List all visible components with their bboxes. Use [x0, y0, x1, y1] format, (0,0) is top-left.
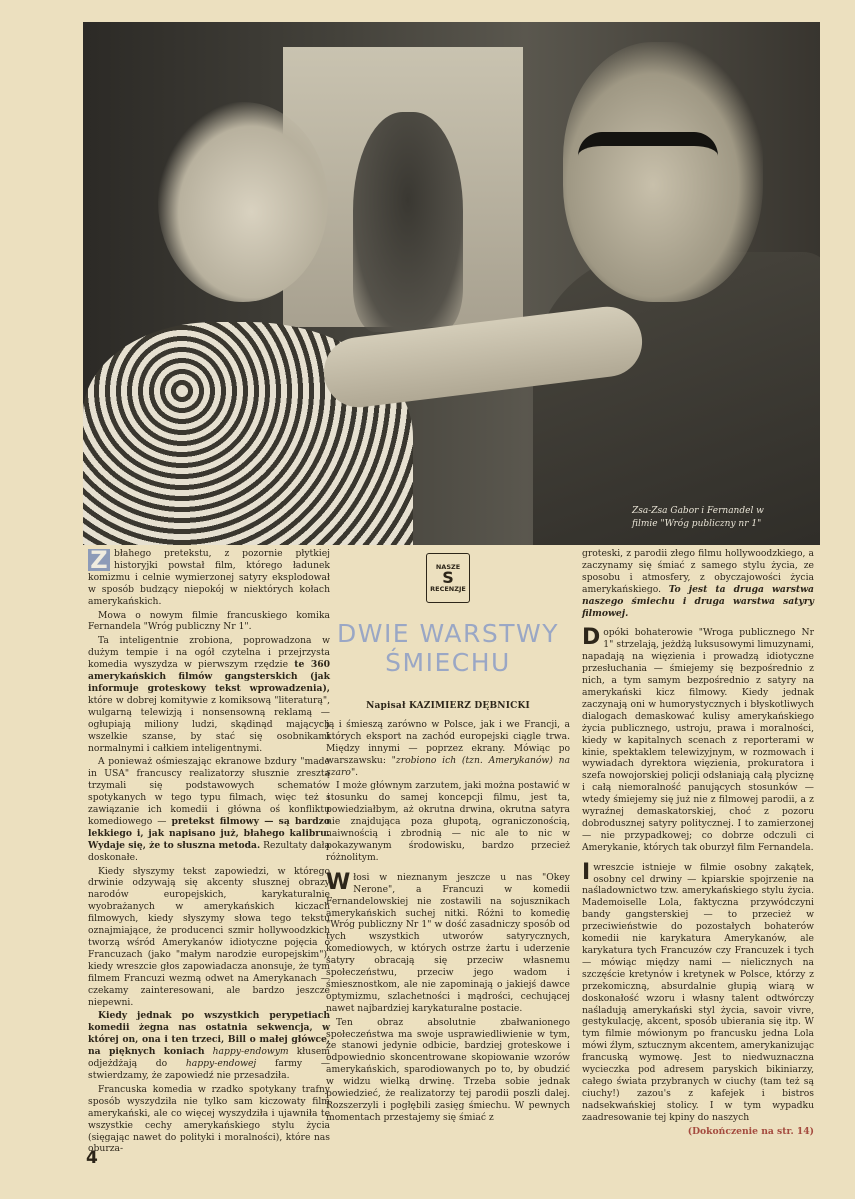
paragraph [326, 869, 570, 1015]
drop-cap: W [326, 869, 351, 895]
paragraph-text: ją i śmieszą zarówno w Polsce, jak i we Francji, a których eksport na zachód europejski ciągle trwa. Między innymi — poprzez ekrany. Mówiąc po warszawsku: [326, 718, 570, 766]
drop-cap: D [582, 625, 601, 651]
article-column-1 [88, 548, 330, 1157]
paragraph-text: Rezultaty dała doskonałe. [88, 839, 331, 863]
film-still-photo [83, 22, 820, 545]
paragraph-text: błahego pretekstu, z pozornie płytkiej historyjki powstał film, którego ładunek komizmu i celnie wymierzonej satyry eksplodował w sposób budzący niepokój w niektórych kołach amerykańskich. [88, 548, 330, 607]
paragraph [88, 548, 330, 608]
drop-cap: Z [88, 549, 110, 571]
paragraph: Ten obraz absolutnie zbałwanionego społeczeństwa ma swoje usprawiedliwienie w tym, że stanowi jedynie odbicie, bardziej groteskowe i odpowiednio skoncentrowane skopiowanie wzorów amerykańskich, sparodiowanych po to, by obudzić w widzu wielką drwinę. Trzeba sobie jednak powiedzieć, że realizatorzy tej parodii poszli dalej. Rozszerzyli i pogłębili zasięg śmiechu. W pewnych momentach przestajemy się śmiać z [326, 1016, 570, 1123]
italic-text: happy-endowym [212, 1046, 289, 1058]
bold-text: te 360 amerykańskich filmów gangsterskich (jak informuje groteskowy tekst wprowadzenia), [88, 659, 330, 694]
paragraph: I może głównym zarzutem, jaki można postawić w stosunku do samej koncepcji filmu, jest ta, powiedziałbym, aż okrutna drwina, okrutna satyra nie znajdująca poza głupotą, ograniczonością, naiwnością i zbrodnią — nic ale to nic w pokazywanym środowisku, bardzo przecież różnolitym. [326, 780, 570, 863]
paragraph: Francuska komedia w rzadko spotykany trafny sposób wyszydziła nie tylko sam kiczowaty film amerykański, ale co więcej wyszydziła i ujawniła te wszystkie cechy amerykańskiego stylu życia (sięgając nawet do polityki i moralności), które nas oburza- [88, 1083, 330, 1155]
byline: Napisał KAZIMIERZ DĘBNICKI [366, 701, 530, 711]
paragraph-text: które w dobrej komitywie z komiksową "literaturą", wulgarną telewizją i nonsensowną reklamą — ogłupiają miliony ludzi, skądinąd mających wszelkie szanse, by stać się osobnikami normalnymi i całkiem inteligentnymi. [88, 694, 330, 754]
photo-woman-head [158, 102, 328, 302]
paragraph-text: wreszcie istnieje w filmie osobny zakątek, osobny cel drwiny — kpiarskie spojrzenie na naśladownictwo tzw. amerykańskiego stylu życia. Mademoiselle Lola, faktyczna przywódczyni bandy gangsterskiej — to przecież w przeciwieństwie do pozostałych bohaterów komedii nie karykatura Amerykanów, ale karykatura tych Francuzów czy Francuzek i tych — mówiąc między nami — nielicznych na szczęście kretynów i kretynek w Polsce, którzy z przekomiczną, absurdalnie głupią wiarą w doskonałość wzoru i własny talent odtwórczy naśladują amerykański styl życia, savoir vivre, gestykulację, akcent, sposób ubierania się itp. W tym filmie mówionym po francusku jedna Lola mówi źlym, sztucznym akcentem, amerykanizując francuską wymowę. Jest to niedwuznaczna wycieczka pod adresem paryskich bikiniarzy, całego świata przybranych w ciuchy (tam też są ciuchy!) zazou's z kafejek i bistros nadsekwańskiej stolicy. I w tym wypadku zaadresowanie tej kpiny do naszych [582, 861, 814, 1123]
paragraph [582, 548, 814, 619]
caption-line: Zsa-Zsa Gabor i Fernandel w [632, 506, 764, 516]
paragraph-text: opóki bohaterowie "Wroga publicznego Nr 1" strzelają, jeżdżą luksusowymi limuzynami, napadają na więzienia i prowadzą idiotyczne przesłuchania — śmiejemy się bezpośrednio z nich, a tym samym bezpośrednio z satyry na amerykański kicz filmowy. Kiedy jednak zaczynają oni w humorystycznych i błyskotliwych dialogach demaskować kulisy amerykańskiego życia publicznego, ustroju, prawa i moralności, kiedy w kapitalnych scenach z reporterami w kinie, spektaklem telewizyjnym, w rozmowach i wywiadach dyrektora więzienia, prokuratora i szefa nowojorskiej policji odsłaniają całą plyciznę i całą niemoralność panujących stosunków — wtedy śmiejemy się już nie z filmowej parodii, a z wyraźnej demaskatorskiej, choć z pozoru dobrodusznej satyry politycznej. I to zamierzonej — nie przypadkowej; co dobrze odczuli ci Amerykanie, których tak oburzył film Fernandela. [582, 627, 814, 853]
paragraph [582, 859, 814, 1124]
italic-text: happy-endowej [185, 1058, 257, 1070]
logo-bottom: RECENZJE [430, 585, 466, 593]
paragraph-text: farmy — stwierdzamy, że zapowiedź nie przesadziła. [88, 1058, 331, 1081]
bold-text: pretekst filmowy — są bardzo lekkiego i, jak napisano już, błahego kalibru. Wydaje się, że to słuszna metoda. [88, 815, 331, 851]
article-title [326, 619, 570, 677]
photo-shadow-figure [353, 112, 463, 332]
title-line: ŚMIECHU [385, 648, 511, 677]
paragraph [88, 1010, 330, 1081]
paragraph-text: Ta inteligentnie zrobiona, poprowadzona w dużym tempie i na ogół czytelna i przejrzysta komedia wyszydza w pierwszym rzędzie [88, 635, 330, 671]
nasze-recenzje-logo [426, 553, 470, 603]
article-column-2 [326, 553, 570, 1126]
paragraph-text: groteski, z parodii złego filmu hollywoodzkiego, a zaczynamy się śmiać z samego stylu życia, ze sposobu i atmosfery, z obyczajowości życia amerykańskiego. [582, 548, 814, 595]
paragraph [88, 635, 330, 754]
bold-text: Kiedy jednak po wszystkich perypetiach komedii żegna nas ostatnia sekwencja, w której on, ona i ten trzeci, Bill o małej główce, na pięknych koniach [88, 1010, 330, 1058]
paragraph: Mowa o nowym filmie francuskiego komika Fernandela "Wróg publiczny Nr 1". [88, 609, 330, 633]
drop-cap: I [582, 859, 591, 885]
logo-top: NASZE [435, 563, 461, 571]
page-number: 4 [86, 1148, 98, 1168]
logo-letter: S [442, 568, 454, 587]
caption-line: filmie "Wróg publiczny nr 1" [632, 519, 762, 529]
paragraph [582, 627, 814, 853]
photo-caption [632, 505, 808, 531]
paragraph-text: łosi w nieznanym jeszcze u nas "Okey Nerone", a Francuzi w komedii Fernandelowskiej nie zostawili na sojusznikach amerykańskich suchej nitki. Różni to komedię "Wróg publiczny Nr 1" w dość zasadniczy sposób od tych wszystkich utworów satyrycznych, komediowych, w których ostrze żartu i uderzenie satyry obracają się przeciw własnemu społeczeństwu, przeciw jego wadom i śmiesznostkom, ale nie zapominają o jakiejś dawce optymizmu, szlachetności i mądrości, cechującej nawet najbardziej karykaturalne postacie. [326, 871, 570, 1014]
paragraph [88, 756, 330, 863]
paragraph: Kiedy słyszymy tekst zapowiedzi, w którego drwinie odzywają się akcenty słusznej obrazy narodów europejskich, karykaturalnie wyobrażanych w amerykańskich kiczach filmowych, kiedy słyszymy słowa tego tekstu oznajmiające, że producenci szmir hollywoodzkich tworzą wśród Amerykanów idiotyczne pojęcia o Francuzach (jako "małym narodzie europejskim"), kiedy wreszcie głos zapowiadacza anonsuje, że tym filmem Francuzi wezmą odwet na Amerykanach — czekamy zainteresowani, ale bardzo jeszcze niepewni. [88, 865, 330, 1008]
paragraph-text: kłusem odjeżdżają do [88, 1046, 331, 1070]
bold-italic-text: To jest ta druga warstwa naszego śmiechu i druga warstwa satyry filmowej. [582, 583, 814, 619]
photo-glasses [578, 132, 718, 188]
paragraph-text: A ponieważ ośmieszając ekranowe bzdury "made in USA" francuscy realizatorzy słusznie zresztą trzymali się podstawowych schematów spotykanych w tego typu filmach, więc też i zawiązanie ich komedii i główna oś konfliktu komediowego — [88, 756, 330, 827]
italic-text: "zrobiono ich (tzn. Amerykanów) na szaro". [326, 754, 571, 778]
paragraph [326, 719, 570, 779]
title-line: DWIE WARSTWY [336, 619, 560, 648]
article-column-3 [582, 548, 814, 1138]
continued-note: (Dokończenie na str. 14) [687, 1125, 814, 1137]
